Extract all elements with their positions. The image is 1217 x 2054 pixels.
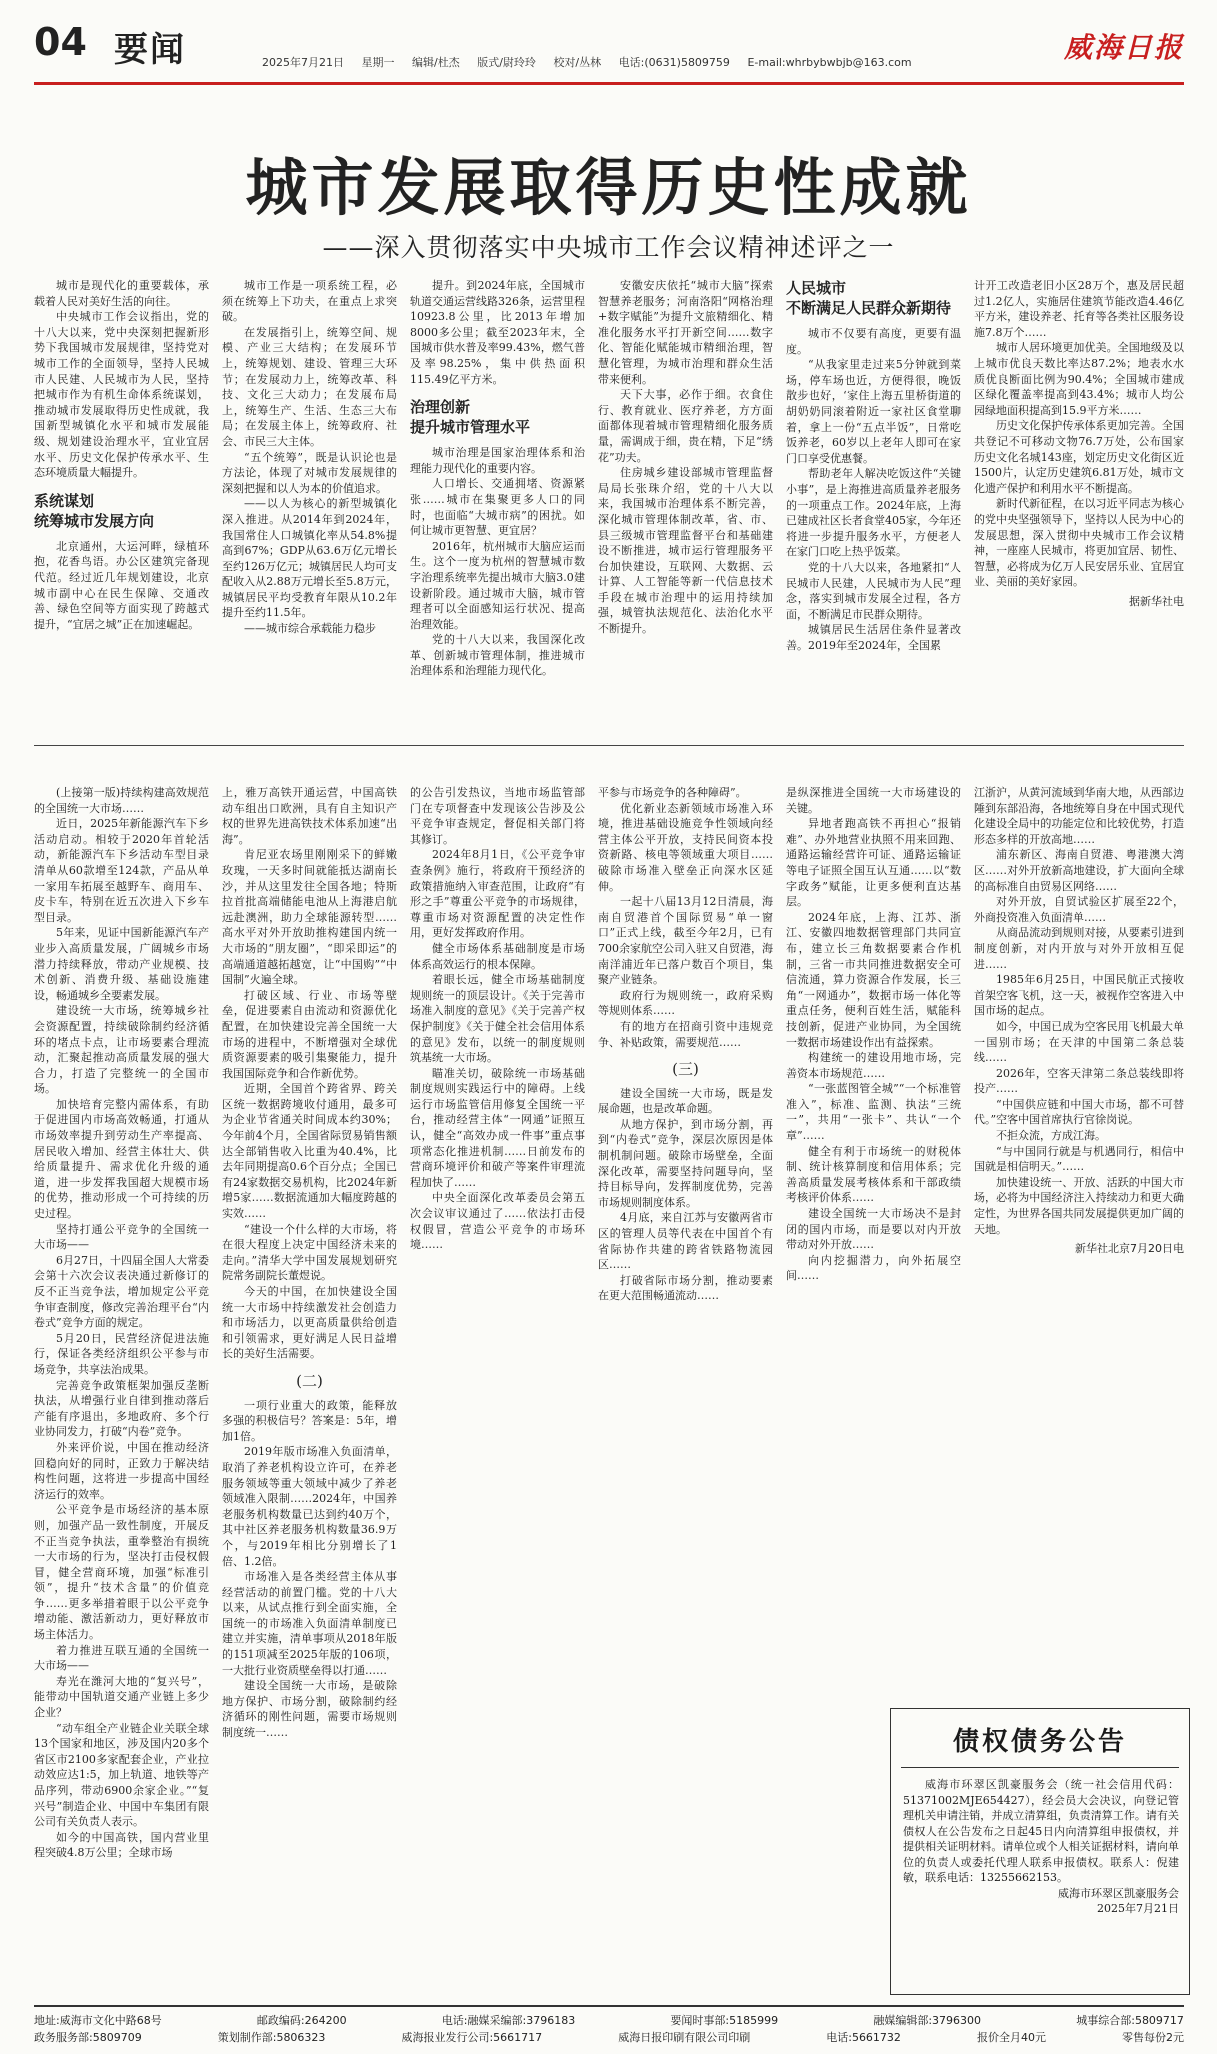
article1-column-6 [974,278,1184,718]
paragraph: 的公告引发热议，当地市场监管部门在专项督查中发现该公告涉及公平竞争审查规定，督促相关部门将其修订。 [410,786,585,846]
paragraph: 平参与市场竞争的各种障碍”。 [598,786,747,799]
paragraph: 中央城市工作会议指出，党的十八大以来，党中央深刻把握新形势下我国城市发展规律，坚持党对城市工作的全面领导，坚持人民城市人民建、人民城市为人民，坚持把城市作为有机生命体系统谋划，推动城市发展取得历史性成就，我国新型城镇化水平和城市发展能级、规划建设治理水平，宜业宜居水平、历史文化保护传承水平、生态环境质量大幅提升。 [34,310,209,480]
footer-item: 电话:5661732 [826,2031,901,2044]
paragraph: 2016年，杭州城市大脑应运而生。这个一度为杭州的智慧城市数字治理系统率先提出城市大脑3.0建设新阶段。通过城市大脑，城市管理者可以全面感知运行状况、提高治理效能。 [410,539,585,631]
paragraph: 建设统一大市场，统筹城乡社会资源配置，持续破除制约经济循环的堵点卡点，让市场要素合理流动，汇聚起推动高质量发展的强大合力，打造了完整统一的全国市场。 [34,1004,209,1096]
section-heading: 治理创新 提升城市管理水平 [410,398,531,437]
paragraph: 建设全国统一大市场，既是发展命题，也是改革命题。 [598,1086,773,1116]
paragraph: 政府行为规则统一，政府采购等规则体系…… [598,988,773,1018]
page-header [34,20,1184,84]
notice-signer: 威海市环翠区凯豪服务会 [1058,1886,1179,1900]
paragraph: 加快培育完整内需体系，有助于促进国内市场高效畅通，打通从市场效率提升到劳动生产率提高、居民收入增加、经营主体壮大、供给质量提升、需求优化升级的通道，进一步发挥我国超大规模市场的优势，推动形成一个可持续的历史过程。 [34,1097,209,1221]
paragraph: 瞄准关切，破除统一市场基础制度规则实践运行中的障碍。上线运行市场监管信用修复全国统一平台，推动经营主体“一网通”证照互认，健全“高效办成一件事”重点事项常态化推进机制……日前发布的营商环境评价和破产等案件审理流程加快了…… [410,1066,585,1189]
paragraph: 肯尼亚农场里刚刚采下的鲜嫩玫瑰，一天多时间就能抵达湖南长沙，并从这里发往全国各地；特斯拉首批高端储能电池从上海港启航远赴澳洲，助力全球能源转型……高水平对外开放助推构建国内统一大市场的“朋友圈”，“即采即运”的高端通道越拓越宽，让“中国购”“中国制”火遍全球。 [222,848,397,987]
paragraph: 城市不仅要有高度，更要有温度。 [786,327,961,356]
paragraph: 5年来，见证中国新能源汽车产业步入高质量发展，广阔城乡市场潜力持续释放，带动产业规模、技术创新、消费升级、基础设施建设，畅通城乡全要素发展。 [34,926,209,1002]
paragraph: 提升。到2024年底，全国城市轨道交通运营线路326条，运营里程10923.8公里，比2013年增加8000多公里；截至2023年末，全国城市供水普及率99.43%，燃气普及率98.25%，集中供热面积115.49亿平方米。 [410,279,585,386]
footer-item: 策划制作部:5806323 [217,2031,326,2044]
paragraph: 在发展指引上，统筹空间、规模、产业三大结构；在发展环节上，统筹规划、建设、管理三大环节；在发展动力上，统筹改革、科技、文化三大动力；在发展布局上，统筹生产、生活、生态三大布局；在发展主体上，统筹政府、社会、市民三大主体。 [222,325,397,448]
article2-column-2 [222,785,397,1997]
paragraph: “动车组全产业链企业关联全球13个国家和地区，涉及国内20多个省区市2100多家配套企业，产业拉动效应达1:5，加上轨道、地铁等产品序列，带动6900余家企业。”“复兴号”制造企业、中国中车集团有限公司有关负责人表示。 [34,1721,209,1829]
footer-item: 报价全月40元 [976,2031,1046,2044]
article1-signoff: 据新华社电 [1129,594,1184,608]
paragraph: 坚持打通公平竞争的全国统一大市场—— [34,1222,209,1252]
phone: 电话:(0631)5809759 [618,56,730,69]
article2-column-1 [34,785,209,1997]
paragraph: “从我家里走过来5分钟就到菜场，停车场也近，方便得很，晚饭散步也好，‘家住上海五里桥街道的胡奶奶同滚着附近一家社区食堂聊着，拿上一份“五点半饭”，日常吃饭养老，60岁以上老年人即可在家门口享受优惠餐。 [786,358,961,465]
paragraph: 着眼长远，健全市场基础制度规则统一的顶层设计。《关于完善市场准入制度的意见》《关于完善产权保护制度》《关于健全社会信用体系的意见》发布，以统一的制度规则筑基统一大市场。 [410,973,585,1065]
paragraph: 如今，中国已成为空客民用飞机最大单一国别市场；在天津的中国第二条总装线…… [974,1019,1184,1065]
article1-column-2 [222,278,397,718]
paragraph: 今天的中国，在加快建设全国统一大市场中持续激发社会创造力和市场活力，以更高质量供给创造和引领需求，更好满足人民日益增长的美好生活需要。 [222,1285,397,1361]
article2-column-4 [598,785,773,1997]
paragraph: 城市治理是国家治理体系和治理能力现代化的重要内容。 [410,446,585,475]
footer-row-2 [34,2029,1184,2045]
paragraph: “五个统筹”，既是认识论也是方法论，体现了对城市发展规律的深刻把握和以人为本的价值追求。 [222,450,397,495]
paragraph: 上，雅万高铁开通运营，中国高铁动车组出口欧洲，具有自主知识产权的世界先进高铁技术体系加速“出海”。 [222,786,397,846]
headline: 城市发展取得历史性成就 [245,151,972,224]
paragraph: 安徽安庆依托“城市大脑”探索智慧养老服务；河南洛阳“网格治理+数字赋能”为提升文旅精细化、精准化服务水平打开新空间……数字化、智能化赋能城市精细治理，智慧化管理，为城市治理和群众生活带来便利。 [598,279,773,386]
footer-item: 政务服务部:5809709 [34,2031,142,2044]
footer-item: 威海日报印刷有限公司印刷 [618,2031,751,2044]
paragraph: 浦东新区、海南自贸港、粤港澳大湾区……对外开放新高地建设，扩大面向全球的高标准自由贸易区网络…… [974,848,1184,893]
paragraph: 城市工作是一项系统工程，必须在统筹上下功夫，在重点上求突破。 [222,279,397,324]
paragraph: 打破省际市场分割，推动要素在更大范围畅通流动…… [598,1273,773,1303]
paragraph: 有的地方在招商引资中违规竞争、补贴政策，需要规范…… [598,1019,773,1049]
debt-notice [890,1708,1190,1995]
newspaper-logo: 威海日报 [1063,31,1184,64]
paragraph: 向内挖掘潜力，向外拓展空间…… [786,1253,961,1283]
paragraph: 天下大事，必作于细。衣食住行、教育就业、医疗养老，方方面面都体现着城市管理精细化服务质量，需调成于细，贵在精，下足“绣花”功夫。 [598,388,773,464]
section-heading: 系统谋划 统筹城市发展方向 [34,491,155,530]
paragraph: 帮助老年人解决吃饭这件“关键小事”，是上海推进高质量养老服务的一项重点工作。2024年底，上海已建成社区长者食堂405家，今年还将进一步提升服务水平，方便老人在家门口吃上热乎饭菜。 [786,467,961,559]
page-number: 04 [34,20,87,64]
proof-credit: 校对/丛林 [553,56,602,69]
paragraph: 1985年6月25日，中国民航正式接收首架空客飞机，这一天，被视作空客进入中国市场的起点。 [974,973,1184,1018]
paragraph: 对外开放，自贸试验区扩展至22个，外商投资准入负面清单…… [974,895,1184,924]
paragraph: “中国供应链和中国大市场，都不可替代。”空客中国首席执行官徐岗说。 [974,1097,1184,1127]
paragraph: ——以人为核心的新型城镇化深入推进。从2014年到2024年，我国常住人口城镇化率从54.8%提高到67%；GDP从63.6万亿元增长至约126万亿元；城镇居民人均可支配收入从2.88万元增长至5.8万元，城镇居民平均受教育年限从10.2年提升至约11.5年。 [222,497,397,620]
footer-item: 要闻时事部:5185999 [670,2014,779,2027]
paragraph: 住房城乡建设部城市管理监督局局长张珠介绍，党的十八大以来，我国城市治理体系不断完善，深化城市管理体制改革，省、市、县三级城市管理监督平台和基础建设不断推进，城市运行管理服务平台加快建设，互联网、大数据、云计算、人工智能等新一代信息技术手段在城市治理中的运用持续加强，城管执法规范化、法治化水平不断提升。 [598,466,773,636]
paragraph: 城市是现代化的重要载体，承载着人民对美好生活的向往。 [34,279,209,308]
paragraph: 完善竞争政策框架加强反垄断执法，从增强行业自律到推动落后产能有序退出，多地政府、多个行业协同发力，打破“内卷”竞争。 [34,1378,209,1439]
footer-row-1 [34,2012,1184,2028]
paragraph: 北京通州，大运河畔，绿植环抱，花香鸟语。办公区建筑完备现代范。经过近几年规划建设，北京城市副中心在民生保障、交通改善、绿色空间等方面实现了跨越式提升，“宜居之城”正在加速崛起。 [34,539,209,631]
paragraph: 寿光在潍河大地的“复兴号”，能带动中国轨道交通产业链上多少企业？ [34,1674,209,1720]
footer-item: 零售每份2元 [1122,2031,1184,2044]
paragraph: 6月27日，十四届全国人大常委会第十六次会议表决通过新修订的反不正当竞争法，增加规定公平竞争审查制度，修改完善治理平台“内卷式”竞争方面的规定。 [34,1253,209,1330]
footer-item: 威海报业发行公司:5661717 [401,2031,543,2044]
header-info [262,54,926,70]
section-number: (三) [672,1060,699,1079]
paragraph: 近日，2025年新能源汽车下乡活动启动。相较于2020年首轮活动，新能源汽车下乡活动车型目录清单从60款增至124款，产品从单一家用车拓展至越野车、商用车、皮卡车，特别在近五次进入下乡车型目录。 [34,817,209,924]
paragraph: 构建统一的建设用地市场，完善资本市场规范…… [786,1051,961,1080]
paragraph: 4月底，来自江苏与安徽两省市区的管理人员等代表在中国首个有省际协作共建的跨省铁路物流园区…… [598,1211,773,1272]
paragraph: 建设全国统一大市场决不是封闭的国内市场，而是要以对内开放带动对外开放…… [786,1207,961,1252]
footer-item: 电话:融媒采编部:3796183 [441,2014,576,2027]
paragraph: 2024年8月1日，《公平竞争审查条例》施行，将政府干预经济的政策措施纳入审查范围，让政府“有形之手”尊重公平竞争的市场规律，尊重市场对资源配置的决定性作用，更好发挥政府作用。 [410,848,585,940]
paragraph: 是纵深推进全国统一大市场建设的关键。 [786,786,961,815]
paragraph: 2026年，空客天津第二条总装线即将投产…… [974,1066,1184,1096]
article1-column-5 [786,278,961,718]
notice-date: 2025年7月21日 [1097,1902,1179,1915]
footer-item: 地址:威海市文化中路68号 [34,2014,162,2027]
section-heading: 人民城市 不断满足人民群众新期待 [786,279,952,317]
article2-column-6 [974,785,1184,1690]
section-name: 要闻 [114,30,186,70]
paragraph: 加快建设统一、开放、活跃的中国大市场，必将为中国经济注入持续动力和更大确定性，为世界各国共同发展提供更加广阔的天地。 [974,1175,1184,1236]
paragraph: ——城市综合承载能力稳步 [244,622,376,636]
article2-column-3 [410,785,585,1997]
paragraph: 新时代新征程，在以习近平同志为核心的党中央坚强领导下，坚持以人民为中心的发展思想，深入贯彻中央城市工作会议精神，一座座人民城市，将更加宜居、韧性、智慧，必将成为亿万人民安居乐业、宜居宜业、美丽的美好家园。 [974,497,1184,589]
editor: 编辑/杜杰 [412,56,460,69]
notice-paragraph: 威海市环翠区凯豪服务会（统一社会信用代码：51371002MJE654427），经会员大会决议，向登记管理机关申请注销，并成立清算组，负责清算工作。请有关债权人在公告发布之日起45日内向清算组申报债权，并提供相关证明材料。请单位或个人相关证据材料，请向单位的负责人或委托代理人联系申报债权。联系人：倪建敏，联系电话：13255662153。 [903,1778,1179,1884]
paragraph: 中央全面深化改革委员会第五次会议审议通过了……依法打击侵权假冒，营造公平竞争的市场环境…… [410,1191,585,1252]
section-divider [34,745,1184,746]
footer-item: 邮政编码:264200 [256,2014,347,2027]
paragraph: 2019年版市场准入负面清单，取消了养老机构设立许可，在养老服务领域等重大领域中减少了养老领域准入限制……2024年，中国养老服务机构数量已达到约40万个，其中社区养老服务机构数量36.9万个，与2019年相比分别增长了1倍、1.2倍。 [222,1445,397,1568]
paragraph: 健全有利于市场统一的财税体制、统计核算制度和信用体系；完善高质量发展考核体系和干部政绩考核评价体系…… [786,1144,961,1205]
paragraph: “与中国同行就是与机遇同行，相信中国就是相信明天。”…… [974,1144,1184,1174]
paragraph: 打破区域、行业、市场等壁垒，促进要素自由流动和资源优化配置，在加快建设完善全国统一大市场的进程中，不断增强对全球优质资源要素的吸引集聚能力，提升我国国际竞争和合作新优势。 [222,988,397,1080]
paragraph: 党的十八大以来，我国深化改革、创新城市管理体制，推进城市治理体系和治理能力现代化。 [410,633,585,678]
notice-divider [901,1767,1179,1768]
paragraph: 着力推进互联互通的全国统一大市场—— [34,1643,209,1673]
article1-column-1 [34,278,209,718]
header-rule [34,82,1184,85]
footer-item: 城事综合部:5809717 [1076,2014,1184,2027]
paragraph: 人口增长、交通拥堵、资源紧张……城市在集聚更多人口的同时，也面临“大城市病”的困扰。如何让城市更智慧、更宜居？ [410,477,585,538]
article1-column-4 [598,278,773,718]
notice-body [903,1777,1179,1917]
paragraph: 建设全国统一大市场，是破除地方保护、市场分割，破除制约经济循环的刚性问题，需要市场规则制度统一…… [222,1679,397,1740]
section-number: (二) [296,1371,323,1390]
paragraph: “建设一个什么样的大市场，将在很大程度上决定中国经济未来的走向。”清华大学中国发展规划研究院常务副院长董煜说。 [222,1222,397,1283]
paragraph: 历史文化保护传承体系更加完善。全国共登记不可移动文物76.7万处，公布国家历史文化名城143座，划定历史文化街区近1500片，认定历史建筑6.81万处，城市文化遗产保护和利用水平不断提高。 [974,419,1184,495]
paragraph: 优化新业态新领域市场准入环境，推进基础设施竞争性领域向经营主体公平开放，支持民间资本投资新路、核电等领域重大项目……破除市场准入壁垒正向深水区延伸。 [598,801,773,893]
paragraph: (上接第一版)持续构建高效规范的全国统一大市场…… [34,786,209,815]
paragraph: 计开工改造老旧小区28万个，惠及居民超过1.2亿人，实施居住建筑节能改造4.46亿平方米，建设养老、托育等各类社区服务设施7.8万个…… [974,279,1184,339]
subheadline: ——深入贯彻落实中央城市工作会议精神述评之一 [322,233,895,262]
paragraph: 一项行业重大的政策，能释放多强的积极信号？答案是：5年，增加1倍。 [222,1398,397,1443]
page-footer [34,2005,1184,2051]
notice-title: 债权债务公告 [952,1727,1127,1757]
paragraph: 市场准入是各类经营主体从事经营活动的前置门槛。党的十八大以来，从试点推行到全面实施，全国统一的市场准入负面清单制度已建立并实施，清单事项从2018年版的151项减至2025年版的106项，一大批行业资质壁垒得以打通…… [222,1570,397,1677]
paragraph: 异地者跑高铁不再担心“报销难”、办外地营业执照不用来回跑、通路运输经营许可证、通路运输证等电子证照全国互认互通……以“数字政务”赋能，让更多便利直达基层。 [786,817,961,909]
weekday: 星期一 [361,56,395,69]
paragraph: 2024年底，上海、江苏、浙江、安徽四地数据管理部门共同宣布，建立长三角数据要素合作机制，三省一市共同推进数据安全可信流通，算力资源合作发展，长三角“一网通办”，数据市场一体化等重点任务，便利百姓生活，赋能科技创新，促进产业协同，为全国统一数据市场建设作出有益探索。 [786,910,961,1049]
paragraph: “一张蓝图管全城”“一个标准管准入”，标准、监测、执法“三统一”，共用“一张卡”、共认“一个章”…… [786,1082,961,1143]
paragraph: 如今的中国高铁，国内营业里程突破4.8万公里；全球市场 [34,1830,209,1860]
paragraph: 党的十八大以来，各地紧扣“人民城市人民建，人民城市为人民”理念，落实到城市发展全过程，各方面，不断满足市民群众期待。 [786,560,961,621]
paragraph: 公平竞争是市场经济的基本原则，加强产品一致性制度，开展反不正当竞争执法，重拳整治有损统一大市场的行为，坚决打击侵权假冒，健全营商环境，加强“标准引领”，提升“技术含量”的价值竞争……更多举措着眼于以公平竞争增动能、激活新动力，更好释放市场主体活力。 [34,1503,209,1642]
paragraph: 外来评价说，中国在推动经济回稳向好的同时，正致力于解决结构性问题，这将进一步提高中国经济运行的效率。 [34,1440,209,1501]
paragraph: 5月20日，民营经济促进法施行，保证各类经济组织公平参与市场竞争，共享法治成果。 [34,1331,209,1376]
footer-item: 融媒编辑部:3796300 [873,2014,982,2027]
issue-date: 2025年7月21日 [262,56,344,69]
paragraph: 一起十八届13月12日清晨，海南自贸港首个国际贸易“单一窗口”正式上线，截至今年2月，已有700余家航空公司入驻又自贸港，海南洋浦近年已落户数百个项目，集聚产业链条。 [598,895,773,987]
paragraph: 从商品流动到规则对接，从要素引进到制度创新，对内开放与对外开放相互促进…… [974,926,1184,971]
paragraph: 健全市场体系基础制度是市场体系高效运行的根本保障。 [410,941,585,971]
article2-signoff: 新华社北京7月20日电 [1075,1242,1184,1256]
paragraph: 城市人居环境更加优美。全国地级及以上城市优良天数比率达87.2%；地表水水质优良断面比例为90.4%；全国城市建成区绿化覆盖率提高到43.4%；城市人均公园绿地面积提高到15.9平方米…… [974,341,1184,417]
article1-column-3 [410,278,585,718]
paragraph: 江浙沪，从黄河流域到华南大地，从西部边陲到东部沿海，各地统筹自身在中国式现代化建设全局中的功能定位和比较优势，打造形态多样的开放高地…… [974,786,1184,846]
paragraph: 从地方保护，到市场分割，再到“内卷式”竞争，深层次原因是体制机制问题。破除市场壁垒，全面深化改革，需要坚持问题导向，坚持目标导向，发挥制度优势，完善市场规则制度体系。 [598,1117,773,1209]
paragraph: 不拒众流，方成江海。 [996,1129,1106,1143]
paragraph: 城镇居民生活居住条件显著改善。2019年至2024年，全国累 [786,623,961,652]
email: E-mail:whrbybwbjb@163.com [747,56,912,69]
layout-credit: 版式/尉玲玲 [477,56,536,69]
paragraph: 近期，全国首个跨省界、跨关区统一数据跨境收付通用，最多可为企业节省通关时间成本约30%；今年前4个月，全国省际贸易销售额达全部销售收入比重为40.4%，比去年同期提高0.6个百分点；全国已有24家数据交易机构，比2024年新增5家……数据流通加大幅度跨越的实效…… [222,1082,397,1221]
